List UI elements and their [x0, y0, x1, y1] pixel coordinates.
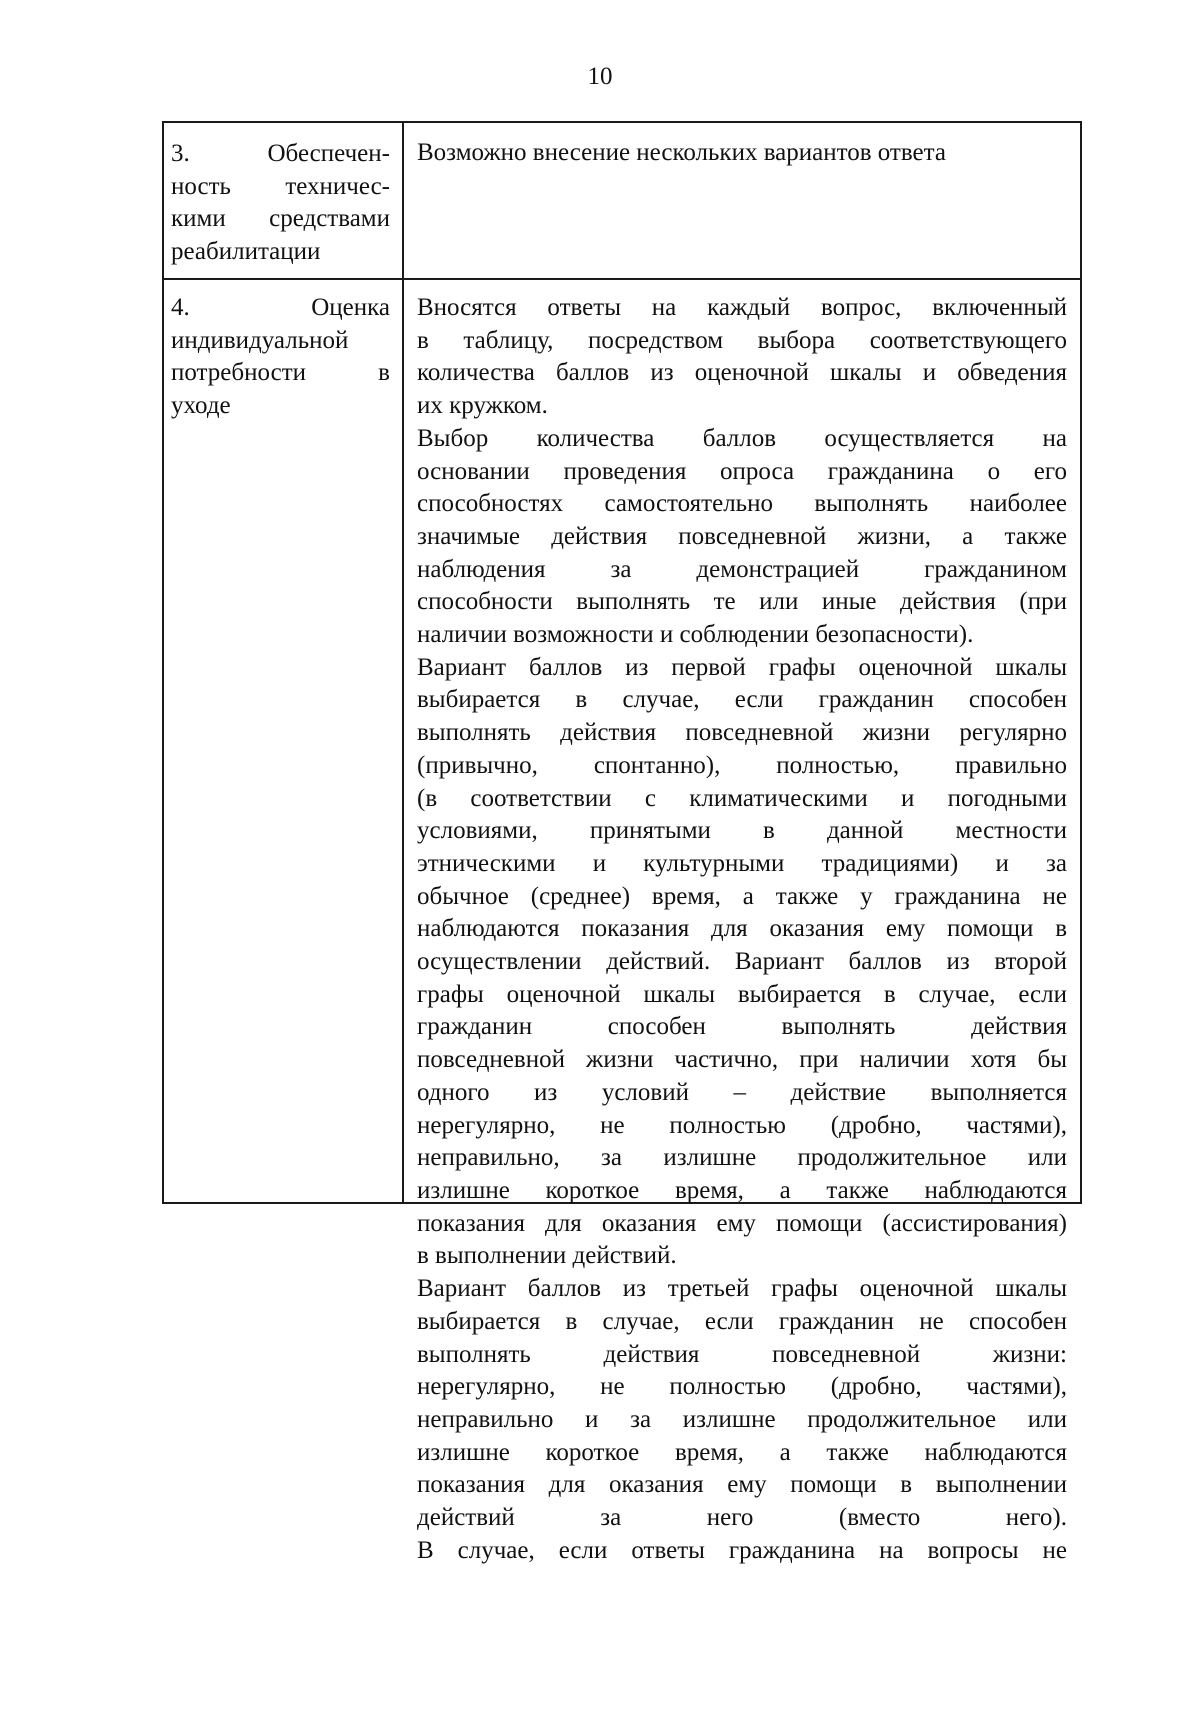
section-title-line: ность техничес- [171, 172, 390, 200]
text-line: действий за него (вместо него). [417, 1504, 1067, 1532]
text-line: выполнять действия повседневной жизни регулярно [417, 719, 1067, 747]
text-line: способности выполнять те или иные действия (при [417, 588, 1067, 616]
section-title-cell [164, 123, 404, 278]
section-title-line: 4. Оценка [171, 294, 390, 321]
description-paragraph [417, 1273, 1067, 1567]
section-title-line: уходе [171, 392, 231, 420]
table-row [164, 123, 1080, 280]
text-line: значимые действия повседневной жизни, а также [417, 522, 1067, 550]
text-line: (привычно, спонтанно), полностью, правильно [417, 751, 1067, 779]
text-line: показания для оказания ему помощи в выполнении [417, 1471, 1067, 1499]
section-title-line: кими средствами [171, 205, 390, 233]
text-line: основании проведения опроса гражданина о его [417, 457, 1067, 485]
text-line: Возможно внесение нескольких вариантов ответа [417, 139, 946, 166]
text-line: способностях самостоятельно выполнять наиболее [417, 490, 1067, 518]
text-line: излишне короткое время, а также наблюдаются [417, 1176, 1067, 1204]
text-line: неправильно, за излишне продолжительное или [417, 1144, 1067, 1172]
text-line: этническими и культурными традициями) и за [417, 849, 1067, 877]
section-title-cell [164, 280, 404, 1202]
page-number: 10 [587, 63, 613, 90]
text-line: излишне короткое время, а также наблюдаются [417, 1438, 1067, 1466]
text-line: выполнять действия повседневной жизни: [417, 1340, 1067, 1368]
section-description-cell [404, 123, 1080, 278]
text-line: выбирается в случае, если гражданин способен [417, 686, 1067, 714]
description-paragraph [417, 292, 1067, 423]
text-line: Выбор количества баллов осуществляется на [417, 424, 1067, 452]
text-line: осуществлении действий. Вариант баллов из второй [417, 948, 1067, 976]
text-line: одного из условий – действие выполняется [417, 1078, 1067, 1106]
text-line: условиями, принятыми в данной местности [417, 817, 1067, 845]
table-row [164, 280, 1080, 1564]
text-line: Вариант баллов из первой графы оценочной шкалы [417, 653, 1067, 681]
description-paragraph [417, 137, 1067, 170]
text-line: нерегулярно, не полностью (дробно, частями), [417, 1373, 1067, 1401]
description-paragraph [417, 423, 1067, 652]
text-line: наблюдаются показания для оказания ему помощи в [417, 915, 1067, 943]
text-line: наблюдения за демонстрацией гражданином [417, 555, 1067, 583]
text-line: (в соответствии с климатическими и погодными [417, 784, 1067, 812]
text-line: их кружком. [417, 392, 548, 420]
text-line: нерегулярно, не полностью (дробно, частями), [417, 1111, 1067, 1139]
text-line: в таблицу, посредством выбора соответствующего [417, 326, 1067, 354]
section-title-line: потребности в [171, 359, 390, 387]
section-title-line: реабилитации [171, 238, 321, 266]
text-line: количества баллов из оценочной шкалы и обведения [417, 359, 1067, 387]
section-title-line: индивидуальной [171, 326, 349, 354]
text-line: в выполнении действий. [417, 1242, 677, 1270]
text-line: гражданин способен выполнять действия [417, 1013, 1067, 1041]
text-line: обычное (среднее) время, а также у гражданина не [417, 882, 1067, 910]
text-line: графы оценочной шкалы выбирается в случае, если [417, 980, 1067, 1008]
text-line: наличии возможности и соблюдении безопасности). [417, 621, 974, 649]
text-line: Вносятся ответы на каждый вопрос, включенный [417, 294, 1067, 321]
text-line: Вариант баллов из третьей графы оценочной шкалы [417, 1275, 1067, 1303]
section-description-cell [404, 280, 1080, 1564]
text-line: неправильно и за излишне продолжительное или [417, 1405, 1067, 1433]
text-line: показания для оказания ему помощи (ассистирования) [417, 1209, 1067, 1237]
description-paragraph [417, 652, 1067, 1273]
text-line: выбирается в случае, если гражданин не способен [417, 1307, 1067, 1335]
document-table [162, 121, 1082, 1564]
text-line: повседневной жизни частично, при наличии хотя бы [417, 1046, 1067, 1074]
section-title-line: 3. Обеспечен- [171, 140, 390, 167]
text-line: В случае, если ответы гражданина на вопросы не [417, 1536, 1067, 1564]
